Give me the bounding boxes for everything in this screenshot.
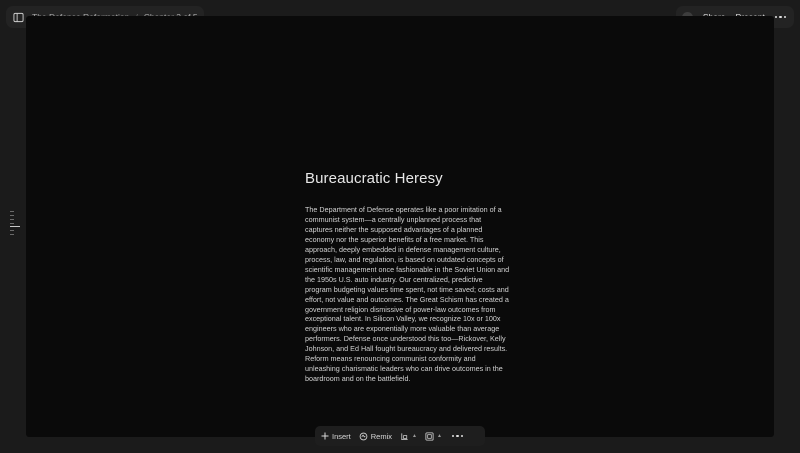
more-tools-icon[interactable] [452, 435, 463, 437]
slide-nav-tick[interactable] [10, 230, 14, 231]
slide-nav-tick[interactable] [10, 223, 14, 224]
slide-nav-tick-active[interactable] [10, 226, 20, 227]
chevron-up-icon: ▲ [436, 433, 442, 439]
slide-content [305, 170, 510, 384]
slide-title: Bureaucratic Heresy [305, 170, 443, 187]
remix-label: Remix [370, 431, 393, 441]
slide-nav-tick[interactable] [10, 219, 14, 220]
sidebar-toggle-icon[interactable] [10, 9, 26, 25]
slide-body: The Department of Defense operates like a poor imitation of a communist system—a centrally unplanned process that captures neither the supposed advantages of a planned economy nor the superior benefits of a free market. This approach, deeply embedded in defense management culture, process, law, and regulation, is based on outdated concepts of scientific management once fashionable in the Soviet Union and the 1950s U.S. auto industry. Our centralized, predictive program budgeting values time spent, not time saved; costs and effort, not value and outcomes. The Great Schism has created a government religion dismissive of power-law outcomes from exceptional talent. In Silicon Valley, we recognize 10x or 100x engineers who are exponentially more valuable than average performers. Defense once understood this too—Rickover, Kelly Johnson, and Ed Hall fought bureaucracy and delivered results. Reform means renouncing communist conformity and unleashing charismatic leaders who can drive outcomes in the boardroom and on the battlefield. [305, 205, 510, 384]
slide-nav-tick[interactable] [10, 234, 14, 235]
more-options-icon[interactable] [775, 16, 786, 18]
insert-label: Insert [332, 431, 351, 441]
insert-button[interactable] [321, 432, 351, 441]
remix-icon [359, 432, 368, 441]
slide-nav-tick[interactable] [10, 211, 14, 212]
remix-button[interactable] [359, 432, 392, 441]
bottom-toolbar [315, 426, 485, 446]
layout-button[interactable] [425, 432, 442, 441]
theme-icon [400, 432, 409, 441]
slide-navigator[interactable] [10, 211, 22, 237]
theme-button[interactable] [400, 432, 417, 441]
layout-icon [425, 432, 434, 441]
plus-icon [321, 432, 329, 440]
chevron-up-icon: ▲ [412, 433, 417, 439]
slide-nav-tick[interactable] [10, 215, 14, 216]
